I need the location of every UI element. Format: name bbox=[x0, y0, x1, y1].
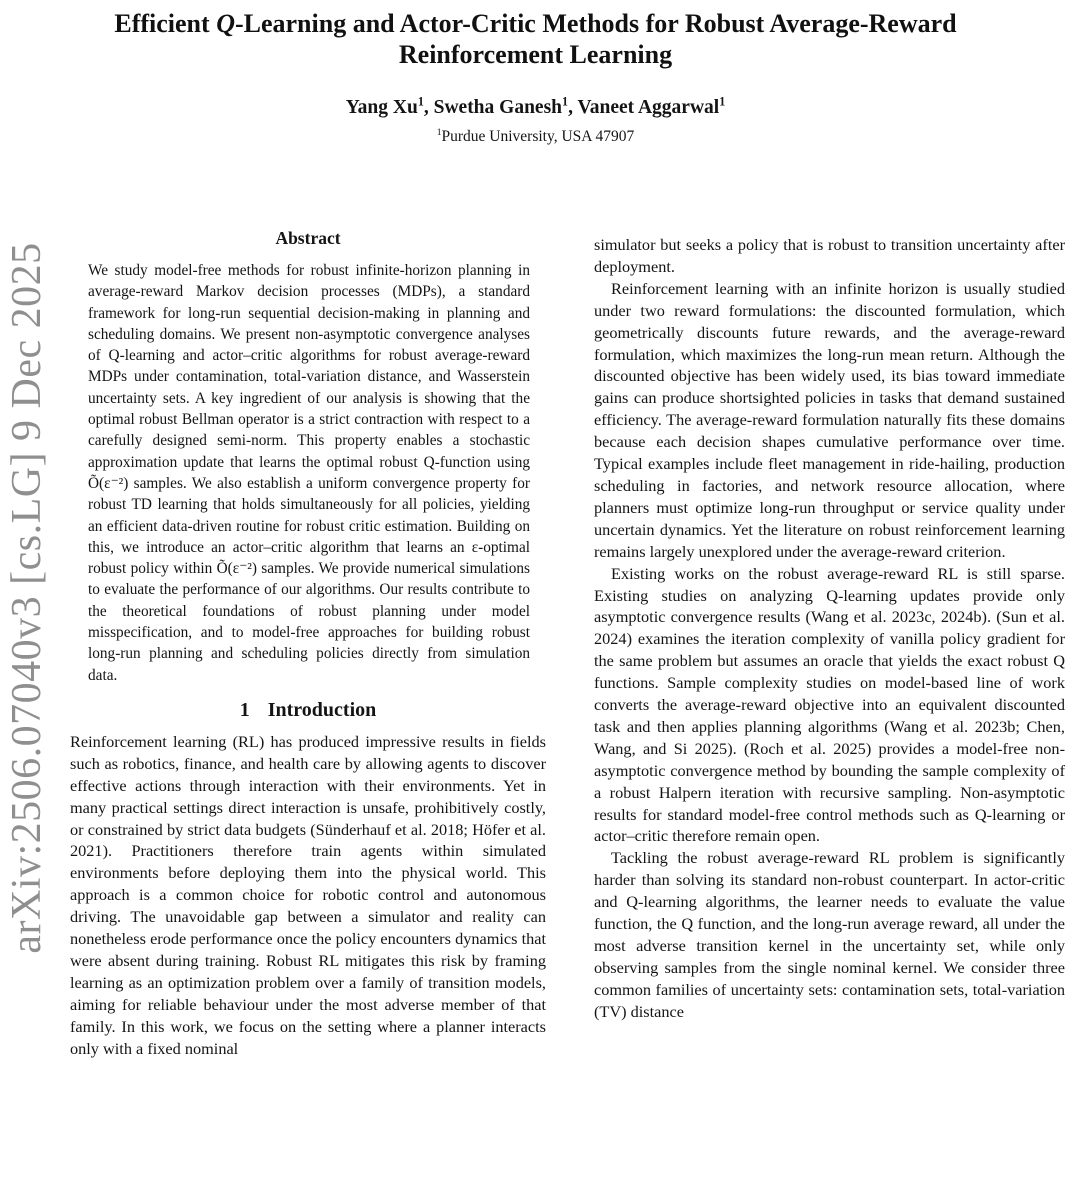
left-column bbox=[70, 228, 546, 1060]
author-affil-mark-1: 1 bbox=[417, 94, 424, 109]
intro-paragraph-1-continued: simulator but seeks a policy that is robust to transition uncertainty after deployment. bbox=[594, 235, 1065, 276]
abstract-text: We study model-free methods for robust infinite-horizon planning in average-reward Markov decision processes (MDPs), a standard framework for long-run sequential decision-making in planning and scheduling domains. We present non-asymptotic convergence analyses of Q-learning and actor–critic algorithms for robust average-reward MDPs under contamination, total-variation distance, and Wasserstein uncertainty sets. A key ingredient of our analysis is showing that the optimal robust Bellman operator is a strict contraction with respect to a carefully designed semi-norm. This property enables a stochastic approximation update that learns the optimal robust Q-function using Õ(ε⁻²) samples. We also establish a uniform convergence property for robust TD learning that holds simultaneously for all policies, yielding an efficient data-driven routine for robust critic estimation. Building on this, we introduce an actor–critic algorithm that learns an ε-optimal robust policy within Õ(ε⁻²) samples. We provide numerical simulations to evaluate the performance of our algorithms. Our results contribute to the theoretical foundations of robust planning under model misspecification, and to model-free approaches for building robust long-run planning and scheduling policies directly from simulation data. bbox=[88, 262, 530, 684]
author-affil-mark-2: 1 bbox=[562, 94, 569, 109]
intro-paragraph-1: Reinforcement learning (RL) has produced impressive results in fields such as robotics, finance, and health care by allowing agents to discover effective actions through interaction with their environments. Yet in many practical settings direct interaction is unsafe, prohibitively costly, or constrained by strict data budgets (Sünderhauf et al. 2018; Höfer et al. 2021). Practitioners therefore train agents within simulated environments before deploying them into the physical world. This approach is a common choice for robotic control and autonomous driving. The unavoidable gap between a simulator and reality can nonetheless erode performance once the policy encounters dynamics that were absent during training. Robust RL mitigates this risk by framing learning as an optimization problem over a family of transition models, aiming for reliable behaviour under the most adverse member of that family. In this work, we focus on the setting where a planner interacts only with a fixed nominal bbox=[70, 731, 546, 1058]
title-text-pre: Efficient bbox=[114, 9, 217, 38]
affiliation-mark: 1 bbox=[436, 126, 442, 138]
paper-header bbox=[0, 0, 1071, 146]
section-title: Introduction bbox=[267, 698, 377, 721]
author-separator-2: , bbox=[568, 97, 578, 118]
author-affil-mark-3: 1 bbox=[719, 94, 726, 109]
author-line bbox=[0, 94, 1071, 119]
affiliation-line bbox=[0, 128, 1071, 146]
right-column bbox=[594, 234, 1065, 1023]
title-text-post: -Learning and Actor-Critic Methods for Robust Average-Reward Reinforcement Learning bbox=[234, 9, 957, 69]
author-name-1: Yang Xu bbox=[345, 97, 418, 118]
paper-title bbox=[111, 8, 961, 70]
intro-paragraph-4: Tackling the robust average-reward RL problem is significantly harder than solving its standard non-robust counterpart. In actor-critic and Q-learning algorithms, the learner needs to evaluate the value function, the Q function, and the long-run average reward, all under the most adverse transition kernel in the uncertainty set, while only observing samples from the single nominal kernel. We consider three common families of uncertainty sets: contamination sets, total-variation (TV) distance bbox=[594, 848, 1065, 1021]
arxiv-watermark: arXiv:2506.07040v3 [cs.LG] 9 Dec 2025 bbox=[4, 242, 50, 954]
author-name-2: Swetha Ganesh bbox=[433, 97, 563, 118]
abstract-heading: Abstract bbox=[275, 228, 341, 248]
author-separator-1: , bbox=[423, 97, 434, 118]
section-number: 1 bbox=[239, 698, 250, 721]
title-math-q: Q bbox=[216, 9, 235, 38]
intro-paragraph-2: Reinforcement learning with an infinite horizon is usually studied under two reward formulations: the discounted formulation, which geometrically discounts future rewards, and the average-reward formulation, which maximizes the long-run mean return. Although the discounted objective has been widely used, its bias toward immediate gains can produce shortsighted policies in tasks that demand sustained efficiency. The average-reward formulation naturally fits these domains because each decision shapes cumulative performance over time. Typical examples include fleet management in ride-hailing, production scheduling in factories, and network resource allocation, where planners must optimize long-run throughput or service quality under uncertain dynamics. Yet the literature on robust reinforcement learning remains largely unexplored under the average-reward criterion. bbox=[594, 278, 1065, 561]
author-name-3: Vaneet Aggarwal bbox=[577, 97, 720, 118]
affiliation-text: Purdue University, USA 47907 bbox=[441, 128, 635, 145]
section-heading-introduction bbox=[70, 699, 546, 722]
intro-paragraph-3: Existing works on the robust average-reward RL is still sparse. Existing studies on analyzing Q-learning updates provide only asymptotic convergence results (Wang et al. 2023c, 2024b). (Sun et al. 2024) examines the iteration complexity of vanilla policy gradient for the same problem but assumes an oracle that yields the exact robust Q functions. Sample complexity studies on model-based line of work converts the average-reward objective into an equivalent discounted task and then applies planning algorithms (Wang et al. 2023b; Chen, Wang, and Si 2025). (Roch et al. 2025) provides a model-free non-asymptotic convergence method by bounding the sample complexity of a robust Halpern iteration with recursive sampling. Non-asymptotic results for standard model-free control methods such as Q-learning or actor–critic therefore remain open. bbox=[594, 563, 1065, 846]
